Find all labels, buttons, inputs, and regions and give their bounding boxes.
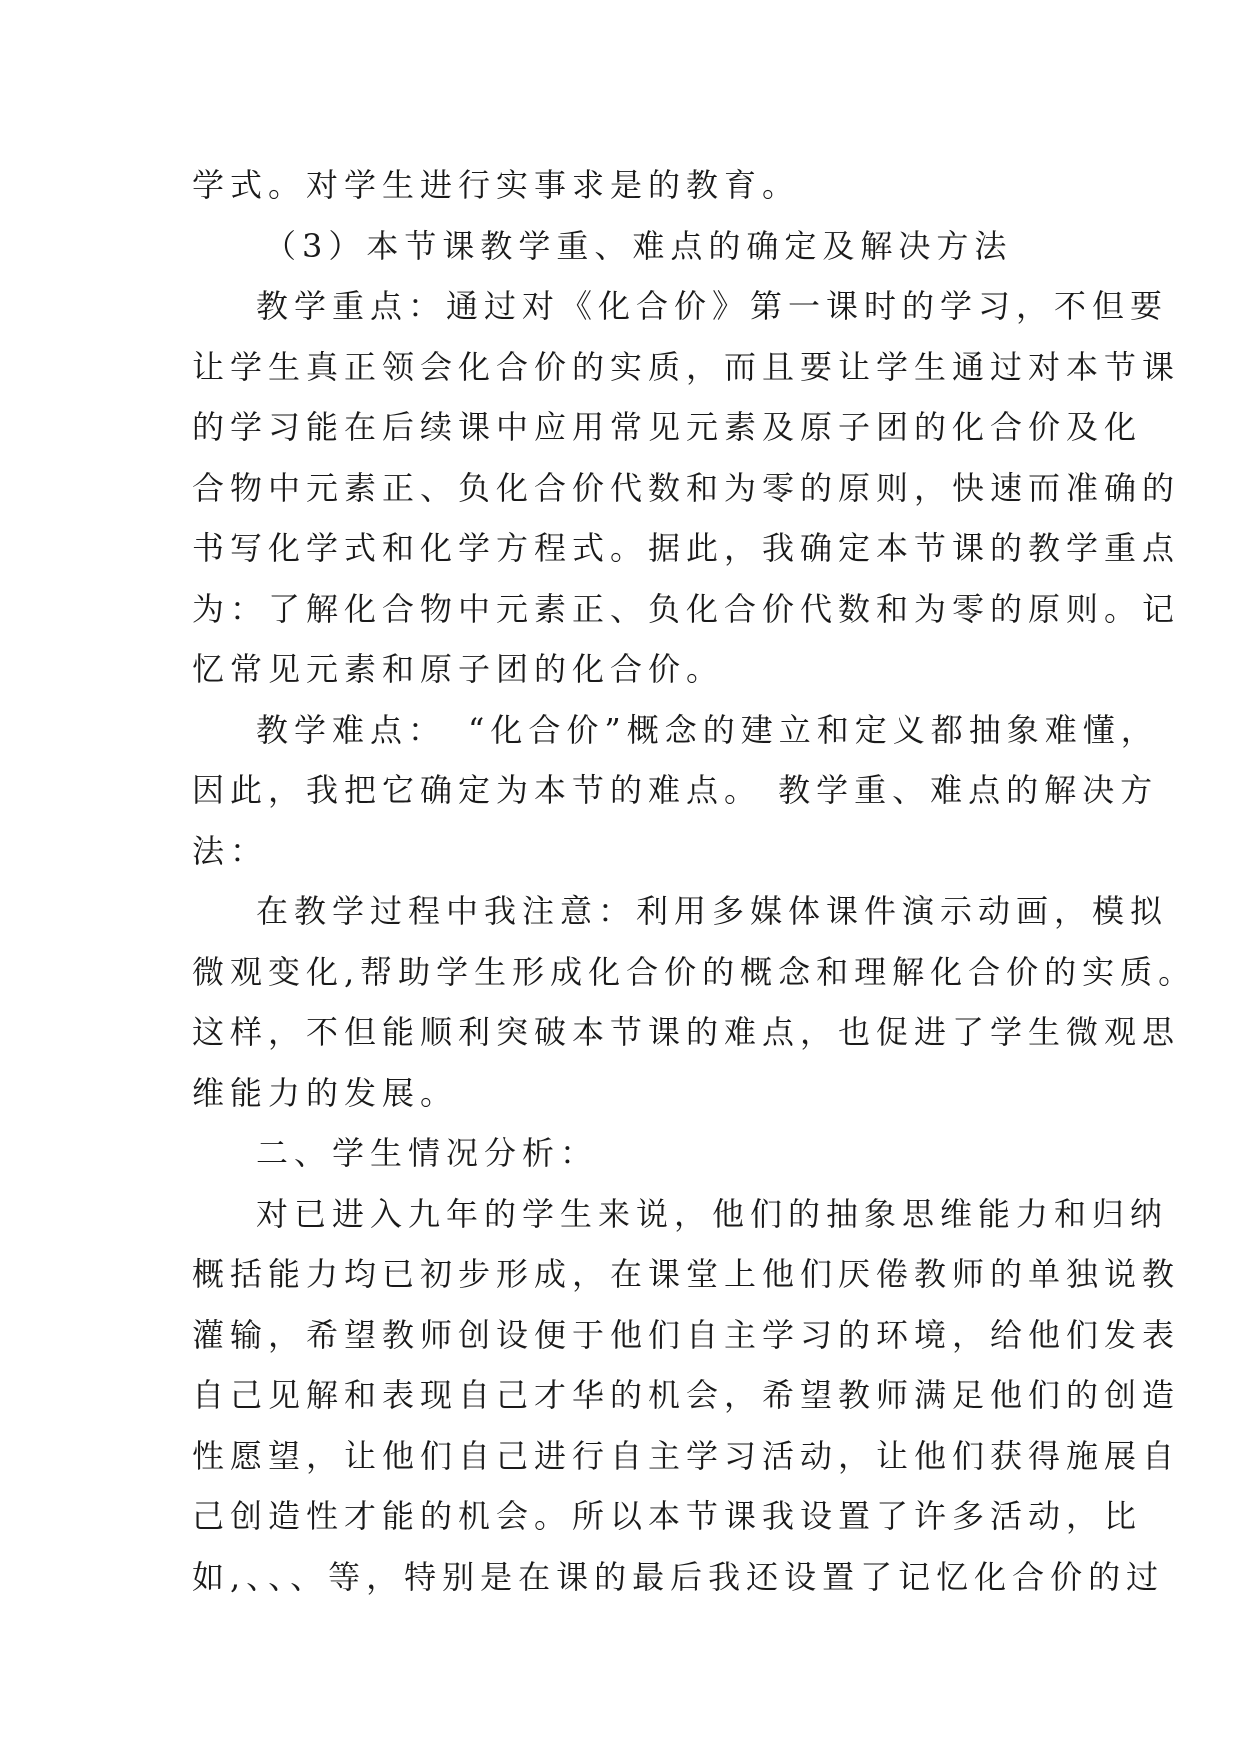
- paragraph-line: 如,、、、等，特别是在课的最后我还设置了记忆化合价的过: [192, 1557, 1165, 1596]
- section-heading: （3）本节课教学重、难点的确定及解决方法: [264, 226, 1013, 265]
- paragraph-line: 维能力的发展。: [192, 1073, 459, 1112]
- paragraph-line: 性愿望，让他们自己进行自主学习活动，让他们获得施展自: [192, 1436, 1181, 1475]
- paragraph-line: 因此，我把它确定为本节的难点。 教学重、难点的解决方: [192, 771, 1159, 809]
- paragraph-line: 为：了解化合物中元素正、负化合价代数和为零的原则。记: [192, 589, 1181, 628]
- paragraph-line: 这样，不但能顺利突破本节课的难点，也促进了学生微观思: [192, 1013, 1181, 1051]
- paragraph-line: 微观变化,帮助学生形成化合价的概念和理解化合价的实质。: [192, 952, 1197, 991]
- paragraph-line: 灌输，希望教师创设便于他们自主学习的环境，给他们发表: [192, 1315, 1181, 1354]
- paragraph-line: 让学生真正领会化合价的实质，而且要让学生通过对本节课: [192, 347, 1181, 386]
- document-body: [192, 155, 1197, 1607]
- paragraph-line: 在教学过程中我注意：利用多媒体课件演示动画，模拟: [256, 892, 1169, 930]
- paragraph-line: 合物中元素正、负化合价代数和为零的原则，快速而准确的: [192, 468, 1181, 507]
- paragraph-line: 对已进入九年的学生来说，他们的抽象思维能力和归纳: [256, 1194, 1169, 1233]
- paragraph-line: 己创造性才能的机会。所以本节课我设置了许多活动，比: [192, 1497, 1143, 1535]
- paragraph-line: 的学习能在后续课中应用常见元素及原子团的化合价及化: [192, 408, 1143, 446]
- paragraph-line: 学式。对学生进行实事求是的教育。: [192, 166, 801, 204]
- paragraph-line: 法：: [192, 831, 269, 870]
- paragraph-line: 忆常见元素和原子团的化合价。: [192, 650, 725, 688]
- paragraph-line: 概括能力均已初步形成，在课堂上他们厌倦教师的单独说教: [192, 1255, 1181, 1293]
- paragraph-line: 自己见解和表现自己才华的机会，希望教师满足他们的创造: [192, 1376, 1181, 1414]
- section-heading: 二、学生情况分析：: [256, 1134, 599, 1172]
- paragraph-line: 书写化学式和化学方程式。据此，我确定本节课的教学重点: [192, 529, 1181, 567]
- paragraph-line: 教学难点： “化合价”概念的建立和定义都抽象难懂，: [256, 710, 1159, 749]
- paragraph-line: 教学重点：通过对《化合价》第一课时的学习，不但要: [256, 287, 1169, 325]
